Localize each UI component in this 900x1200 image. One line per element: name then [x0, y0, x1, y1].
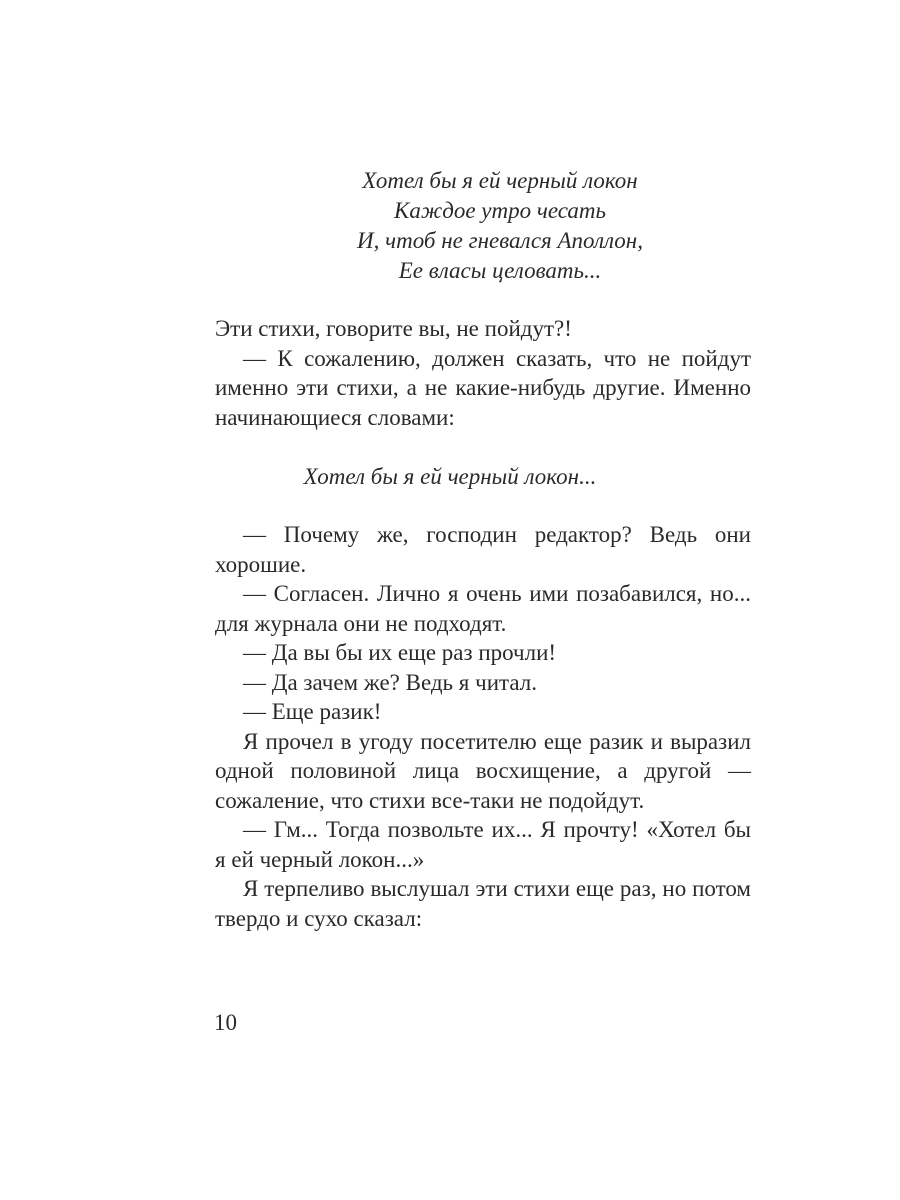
- paragraph: — Гм... Тогда позвольте их... Я прочту! «Хотел бы я ей черный локон...»: [215, 817, 751, 872]
- poem-line-2: Каждое утро чесать: [394, 198, 606, 223]
- text-block-1: [215, 314, 751, 432]
- text-block-2: [215, 520, 751, 933]
- poem-line: Хотел бы я ей черный локон...: [303, 464, 597, 489]
- paragraph: — К сожалению, должен сказать, что не пойдут именно эти стихи, а не какие-нибудь другие. Именно начинающиеся словами:: [215, 345, 751, 430]
- poem-line-1: Хотел бы я ей черный локон: [362, 168, 638, 193]
- epigraph-poem: [250, 166, 750, 286]
- paragraph: Эти стихи, говорите вы, не пойдут?!: [215, 316, 572, 341]
- paragraph: Я прочел в угоду посетителю еще разик и выразил одной половиной лица восхищение, а другой — сожаление, что стихи все-таки не подойдут.: [215, 728, 751, 813]
- paragraph: — Почему же, господин редактор? Ведь они хорошие.: [215, 522, 751, 577]
- paragraph: — Еще разик!: [243, 699, 382, 724]
- paragraph: — Согласен. Лично я очень ими позабавился, но... для журнала они не подходят.: [215, 581, 751, 636]
- paragraph: — Да вы бы их еще раз прочли!: [243, 640, 557, 665]
- paragraph: Я терпеливо выслушал эти стихи еще раз, но потом твердо и сухо сказал:: [215, 876, 751, 931]
- poem-line-3: И, чтоб не гневался Аполлон,: [357, 228, 643, 253]
- paragraph: — Да зачем же? Ведь я читал.: [243, 669, 537, 695]
- page-number: 10: [214, 1010, 237, 1035]
- poem-line-4: Ее власы целовать...: [398, 258, 602, 283]
- quoted-poem-line: [200, 462, 700, 492]
